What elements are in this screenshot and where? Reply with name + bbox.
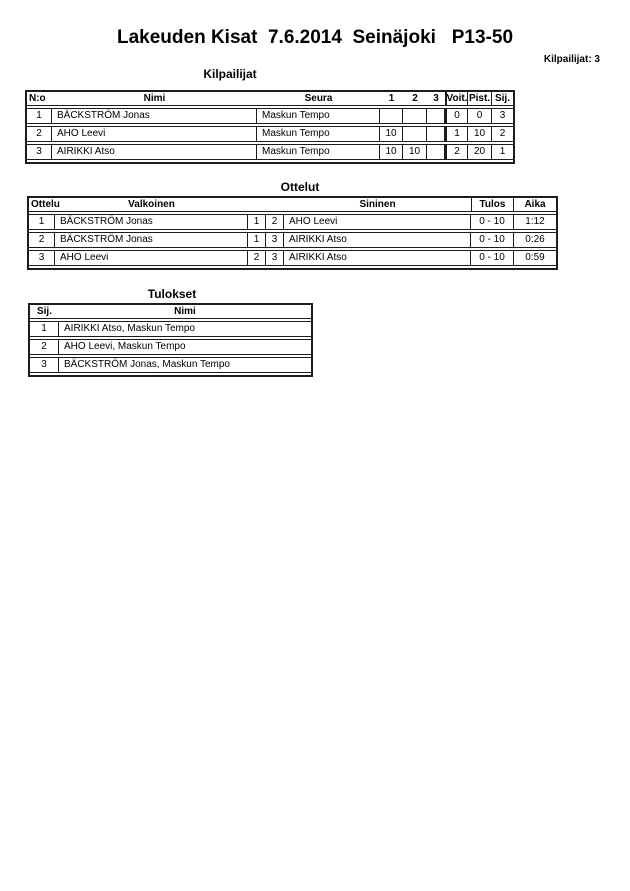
match-time: 1:12 [525, 216, 545, 227]
competitor-row [27, 108, 513, 124]
header-blue: Sininen [359, 198, 396, 210]
header-name: Nimi [174, 305, 196, 317]
competitor-club: Maskun Tempo [257, 145, 380, 159]
white-competitor-number: 1 [248, 215, 266, 229]
competitor-row [27, 144, 513, 160]
match-result: 0 - 10 [471, 233, 514, 247]
competitor-number: 3 [27, 145, 52, 159]
competitor-number: 2 [27, 127, 52, 141]
competitor-number: 1 [27, 109, 52, 123]
header-points: Pist. [468, 92, 491, 104]
white-competitor-number: 2 [248, 251, 266, 265]
result-row [30, 339, 311, 355]
white-competitor-number: 1 [248, 233, 266, 247]
match-number: 2 [29, 233, 55, 247]
competitor-place: 1 [499, 146, 506, 157]
header-blue-number [266, 198, 284, 211]
competitor-count-label: Kilpailijat: 3 [543, 54, 600, 65]
results-table [28, 303, 313, 377]
blue-competitor-number: 3 [266, 251, 284, 265]
results-header-row [30, 305, 311, 319]
match-time: 0:26 [525, 234, 545, 245]
match-number: 3 [29, 251, 55, 265]
score-vs-3 [427, 145, 445, 159]
score-vs-1: 10 [380, 145, 403, 159]
matches-header-row [29, 198, 556, 212]
header-place: Sij. [494, 92, 510, 104]
result-row [30, 357, 311, 373]
header-place: Sij. [36, 305, 52, 317]
results-heading: Tulokset [147, 287, 197, 301]
blue-competitor: AHO Leevi [284, 215, 471, 229]
header-name: Nimi [143, 92, 166, 104]
header-round-2: 2 [412, 92, 418, 104]
competitor-wins: 0 [445, 109, 468, 123]
header-white-number [248, 198, 266, 211]
header-no: N:o [29, 92, 46, 104]
matches-table [27, 196, 558, 270]
score-vs-2 [403, 127, 427, 141]
result-place: 1 [30, 322, 59, 336]
blue-competitor-number: 3 [266, 233, 284, 247]
blue-competitor-number: 2 [266, 215, 284, 229]
white-competitor: BÄCKSTRÖM Jonas [55, 215, 248, 229]
competitor-name: BÄCKSTRÖM Jonas [52, 109, 257, 123]
competitors-table [25, 90, 515, 164]
blue-competitor: AIRIKKI Atso [284, 251, 471, 265]
match-time: 0:59 [525, 252, 545, 263]
header-result: Tulos [471, 198, 514, 211]
competitor-wins: 1 [445, 127, 468, 141]
competitor-place: 3 [499, 110, 506, 121]
competitor-club: Maskun Tempo [257, 109, 380, 123]
score-vs-3 [427, 109, 445, 123]
competitor-points: 10 [468, 127, 492, 141]
score-vs-2: 10 [403, 145, 427, 159]
blue-competitor: AIRIKKI Atso [284, 233, 471, 247]
match-result: 0 - 10 [471, 215, 514, 229]
result-name: AIRIKKI Atso, Maskun Tempo [64, 323, 195, 334]
competitor-points: 0 [468, 109, 492, 123]
white-competitor: AHO Leevi [55, 251, 248, 265]
competitors-heading: Kilpailijat [203, 67, 257, 81]
page-title: Lakeuden Kisat 7.6.2014 Seinäjoki P13-50 [116, 27, 514, 48]
result-name: BÄCKSTRÖM Jonas, Maskun Tempo [64, 359, 230, 370]
competitor-place: 2 [499, 128, 506, 139]
competitor-row [27, 126, 513, 142]
header-club: Seura [304, 92, 333, 104]
competitors-header-row [27, 92, 513, 106]
header-wins: Voit. [446, 92, 468, 104]
score-vs-2 [403, 109, 427, 123]
matches-heading: Ottelut [280, 180, 320, 194]
competitor-name: AIRIKKI Atso [52, 145, 257, 159]
result-place: 2 [30, 340, 59, 354]
competitor-points: 20 [468, 145, 492, 159]
match-result: 0 - 10 [471, 251, 514, 265]
header-round-1: 1 [388, 92, 395, 104]
result-name: AHO Leevi, Maskun Tempo [64, 341, 186, 352]
header-white: Valkoinen [128, 198, 175, 210]
white-competitor: BÄCKSTRÖM Jonas [55, 233, 248, 247]
header-round-3: 3 [433, 92, 439, 104]
match-row [29, 214, 556, 230]
result-place: 3 [30, 358, 59, 372]
match-number: 1 [29, 215, 55, 229]
competitor-club: Maskun Tempo [257, 127, 380, 141]
score-vs-3 [427, 127, 445, 141]
match-row [29, 250, 556, 266]
score-vs-1 [380, 109, 403, 123]
match-row [29, 232, 556, 248]
header-match: Ottelu [31, 198, 60, 210]
header-time: Aika [524, 198, 546, 210]
score-vs-1: 10 [380, 127, 403, 141]
competitor-wins: 2 [445, 145, 468, 159]
result-row [30, 321, 311, 337]
competitor-name: AHO Leevi [52, 127, 257, 141]
